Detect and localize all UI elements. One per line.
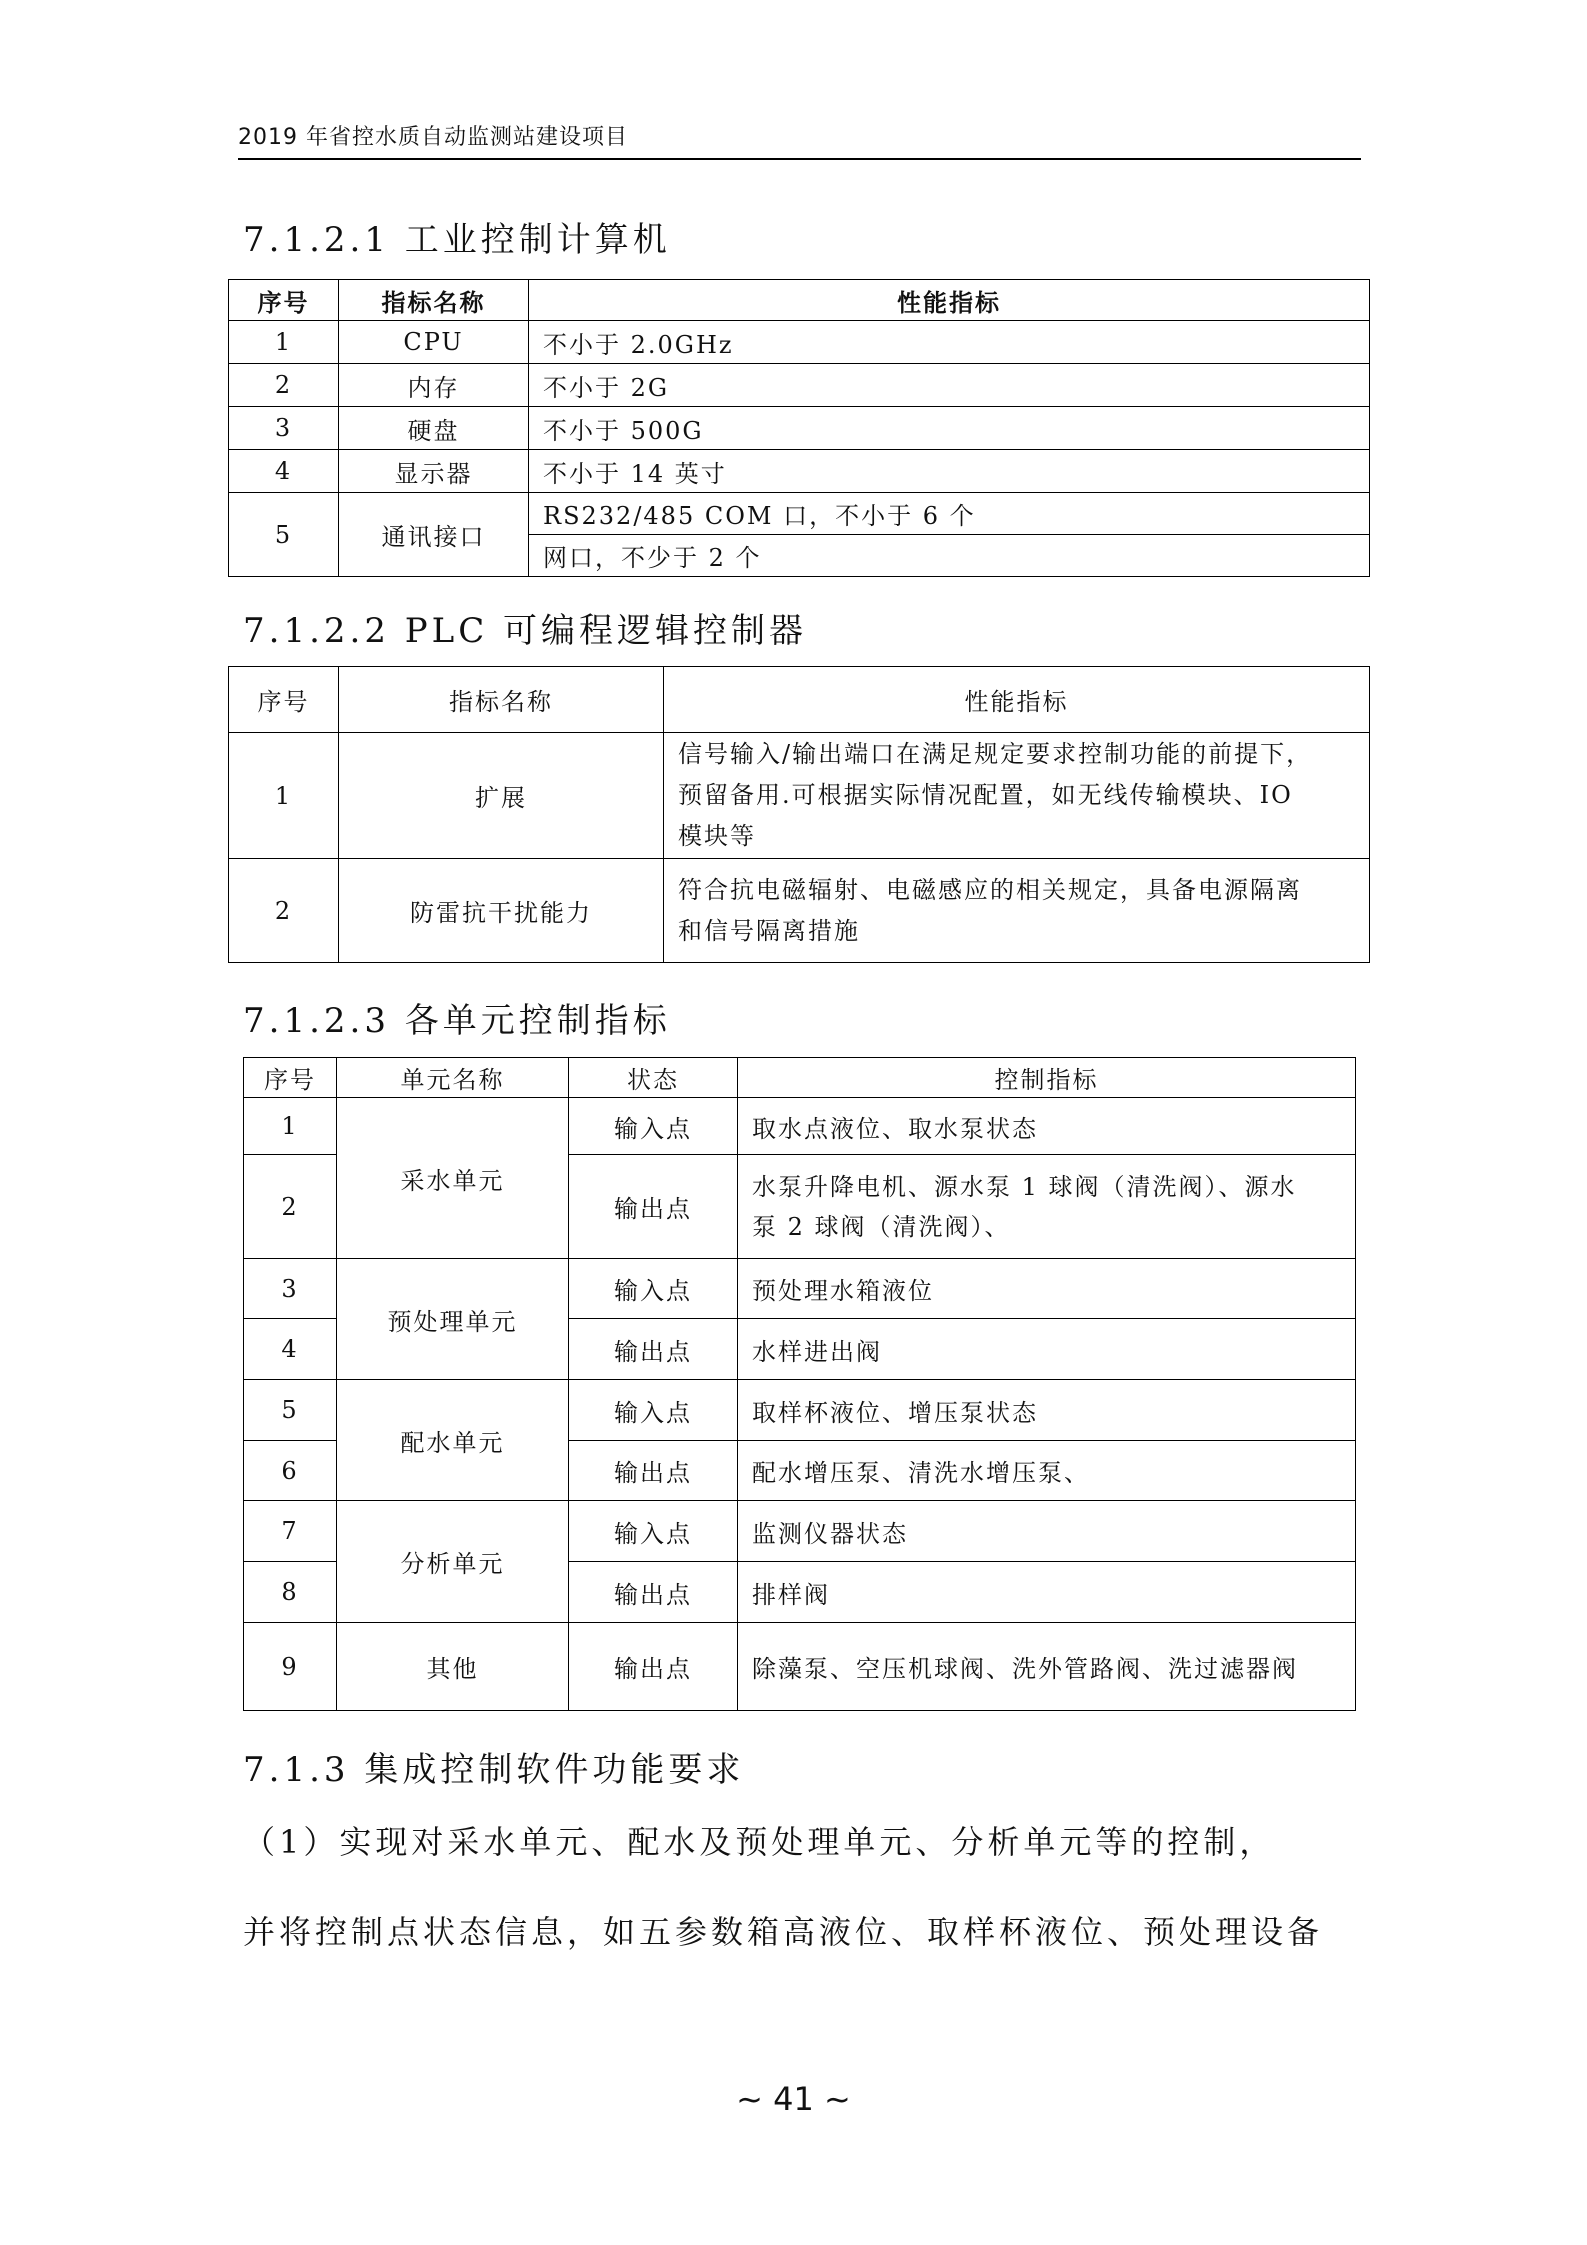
cell-no: 1 bbox=[229, 733, 339, 859]
cell-state: 输入点 bbox=[569, 1098, 738, 1155]
cell-unit: 其他 bbox=[337, 1623, 569, 1711]
cell-no: 8 bbox=[244, 1562, 337, 1623]
table-row bbox=[244, 1380, 1356, 1441]
col-header-state: 状态 bbox=[569, 1058, 738, 1098]
table-row bbox=[244, 1501, 1356, 1562]
spec-line: 符合抗电磁辐射、电磁感应的相关规定，具备电源隔离 bbox=[678, 875, 1302, 904]
table-row bbox=[229, 364, 1370, 407]
table-row bbox=[229, 407, 1370, 450]
cell-control bbox=[738, 1155, 1356, 1259]
cell-unit: 分析单元 bbox=[337, 1501, 569, 1623]
paragraph-line: （1）实现对采水单元、配水及预处理单元、分析单元等的控制， bbox=[243, 1823, 1276, 1861]
table-row bbox=[229, 859, 1370, 963]
cell-no: 3 bbox=[229, 407, 339, 450]
table-header-row bbox=[229, 280, 1370, 321]
page-number: ~ 41 ~ bbox=[736, 2080, 851, 2118]
cell-name: 防雷抗干扰能力 bbox=[339, 859, 664, 963]
section-heading-computer: 7.1.2.1 工业控制计算机 bbox=[243, 220, 671, 260]
cell-name: 通讯接口 bbox=[339, 493, 529, 577]
col-header-spec: 性能指标 bbox=[664, 667, 1370, 733]
cell-no: 5 bbox=[229, 493, 339, 577]
cell-control: 配水增压泵、清洗水增压泵、 bbox=[738, 1441, 1356, 1501]
cell-spec: 不小于 2G bbox=[529, 364, 1370, 407]
col-header-unit: 单元名称 bbox=[337, 1058, 569, 1098]
spec-line: 信号输入/输出端口在满足规定要求控制功能的前提下， bbox=[678, 740, 1313, 768]
section-heading-units: 7.1.2.3 各单元控制指标 bbox=[243, 1001, 671, 1041]
running-header: 2019 年省控水质自动监测站建设项目 bbox=[238, 125, 628, 150]
control-line: 水泵升降电机、源水泵 1 球阀（清洗阀）、源水 bbox=[752, 1172, 1297, 1201]
cell-spec: 不小于 14 英寸 bbox=[529, 450, 1370, 493]
table-row bbox=[244, 1623, 1356, 1711]
cell-no: 6 bbox=[244, 1441, 337, 1501]
cell-no: 1 bbox=[244, 1098, 337, 1155]
cell-unit: 配水单元 bbox=[337, 1380, 569, 1501]
cell-spec: RS232/485 COM 口，不小于 6 个 bbox=[529, 493, 1370, 535]
table-row bbox=[229, 450, 1370, 493]
cell-state: 输出点 bbox=[569, 1319, 738, 1380]
cell-state: 输出点 bbox=[569, 1562, 738, 1623]
cell-spec bbox=[664, 733, 1370, 859]
cell-spec: 不小于 500G bbox=[529, 407, 1370, 450]
table-row bbox=[244, 1259, 1356, 1319]
spec-line: 和信号隔离措施 bbox=[678, 916, 860, 945]
spec-line: 模块等 bbox=[678, 822, 756, 850]
cell-name: CPU bbox=[339, 321, 529, 364]
unit-control-table bbox=[243, 1057, 1356, 1711]
table-header-row bbox=[244, 1058, 1356, 1098]
computer-spec-table bbox=[228, 279, 1370, 577]
col-header-no: 序号 bbox=[244, 1058, 337, 1098]
cell-spec bbox=[664, 859, 1370, 963]
cell-no: 4 bbox=[229, 450, 339, 493]
cell-control: 取样杯液位、增压泵状态 bbox=[738, 1380, 1356, 1441]
col-header-spec: 性能指标 bbox=[529, 280, 1370, 321]
cell-state: 输出点 bbox=[569, 1441, 738, 1501]
cell-control: 取水点液位、取水泵状态 bbox=[738, 1098, 1356, 1155]
cell-state: 输出点 bbox=[569, 1155, 738, 1259]
cell-no: 4 bbox=[244, 1319, 337, 1380]
header-rule bbox=[238, 158, 1361, 160]
table-row bbox=[244, 1098, 1356, 1155]
table-header-row bbox=[229, 667, 1370, 733]
table-row bbox=[229, 733, 1370, 859]
cell-state: 输入点 bbox=[569, 1501, 738, 1562]
cell-unit: 采水单元 bbox=[337, 1098, 569, 1259]
cell-name: 硬盘 bbox=[339, 407, 529, 450]
cell-control: 监测仪器状态 bbox=[738, 1501, 1356, 1562]
cell-no: 3 bbox=[244, 1259, 337, 1319]
cell-name: 显示器 bbox=[339, 450, 529, 493]
cell-no: 2 bbox=[229, 859, 339, 963]
cell-no: 2 bbox=[244, 1155, 337, 1259]
cell-name: 内存 bbox=[339, 364, 529, 407]
col-header-no: 序号 bbox=[229, 280, 339, 321]
cell-no: 1 bbox=[229, 321, 339, 364]
control-line: 泵 2 球阀（清洗阀）、 bbox=[752, 1212, 1011, 1241]
cell-no: 7 bbox=[244, 1501, 337, 1562]
cell-control: 水样进出阀 bbox=[738, 1319, 1356, 1380]
cell-no: 5 bbox=[244, 1380, 337, 1441]
cell-control: 排样阀 bbox=[738, 1562, 1356, 1623]
table-row bbox=[229, 321, 1370, 364]
cell-no: 2 bbox=[229, 364, 339, 407]
cell-state: 输入点 bbox=[569, 1380, 738, 1441]
col-header-name: 指标名称 bbox=[339, 280, 529, 321]
cell-state: 输出点 bbox=[569, 1623, 738, 1711]
section-heading-software: 7.1.3 集成控制软件功能要求 bbox=[243, 1750, 745, 1790]
cell-no: 9 bbox=[244, 1623, 337, 1711]
col-header-name: 指标名称 bbox=[339, 667, 664, 733]
cell-name: 扩展 bbox=[339, 733, 664, 859]
plc-spec-table bbox=[228, 666, 1370, 963]
cell-unit: 预处理单元 bbox=[337, 1259, 569, 1380]
cell-control: 除藻泵、空压机球阀、洗外管路阀、洗过滤器阀 bbox=[738, 1623, 1356, 1711]
cell-state: 输入点 bbox=[569, 1259, 738, 1319]
cell-control: 预处理水箱液位 bbox=[738, 1259, 1356, 1319]
paragraph-line: 并将控制点状态信息，如五参数箱高液位、取样杯液位、预处理设备 bbox=[243, 1913, 1324, 1951]
cell-spec: 网口，不少于 2 个 bbox=[529, 535, 1370, 577]
cell-spec: 不小于 2.0GHz bbox=[529, 321, 1370, 364]
table-row bbox=[229, 493, 1370, 535]
col-header-control: 控制指标 bbox=[738, 1058, 1356, 1098]
col-header-no: 序号 bbox=[229, 667, 339, 733]
spec-line: 预留备用.可根据实际情况配置，如无线传输模块、IO bbox=[678, 781, 1293, 809]
section-heading-plc: 7.1.2.2 PLC 可编程逻辑控制器 bbox=[243, 611, 808, 651]
